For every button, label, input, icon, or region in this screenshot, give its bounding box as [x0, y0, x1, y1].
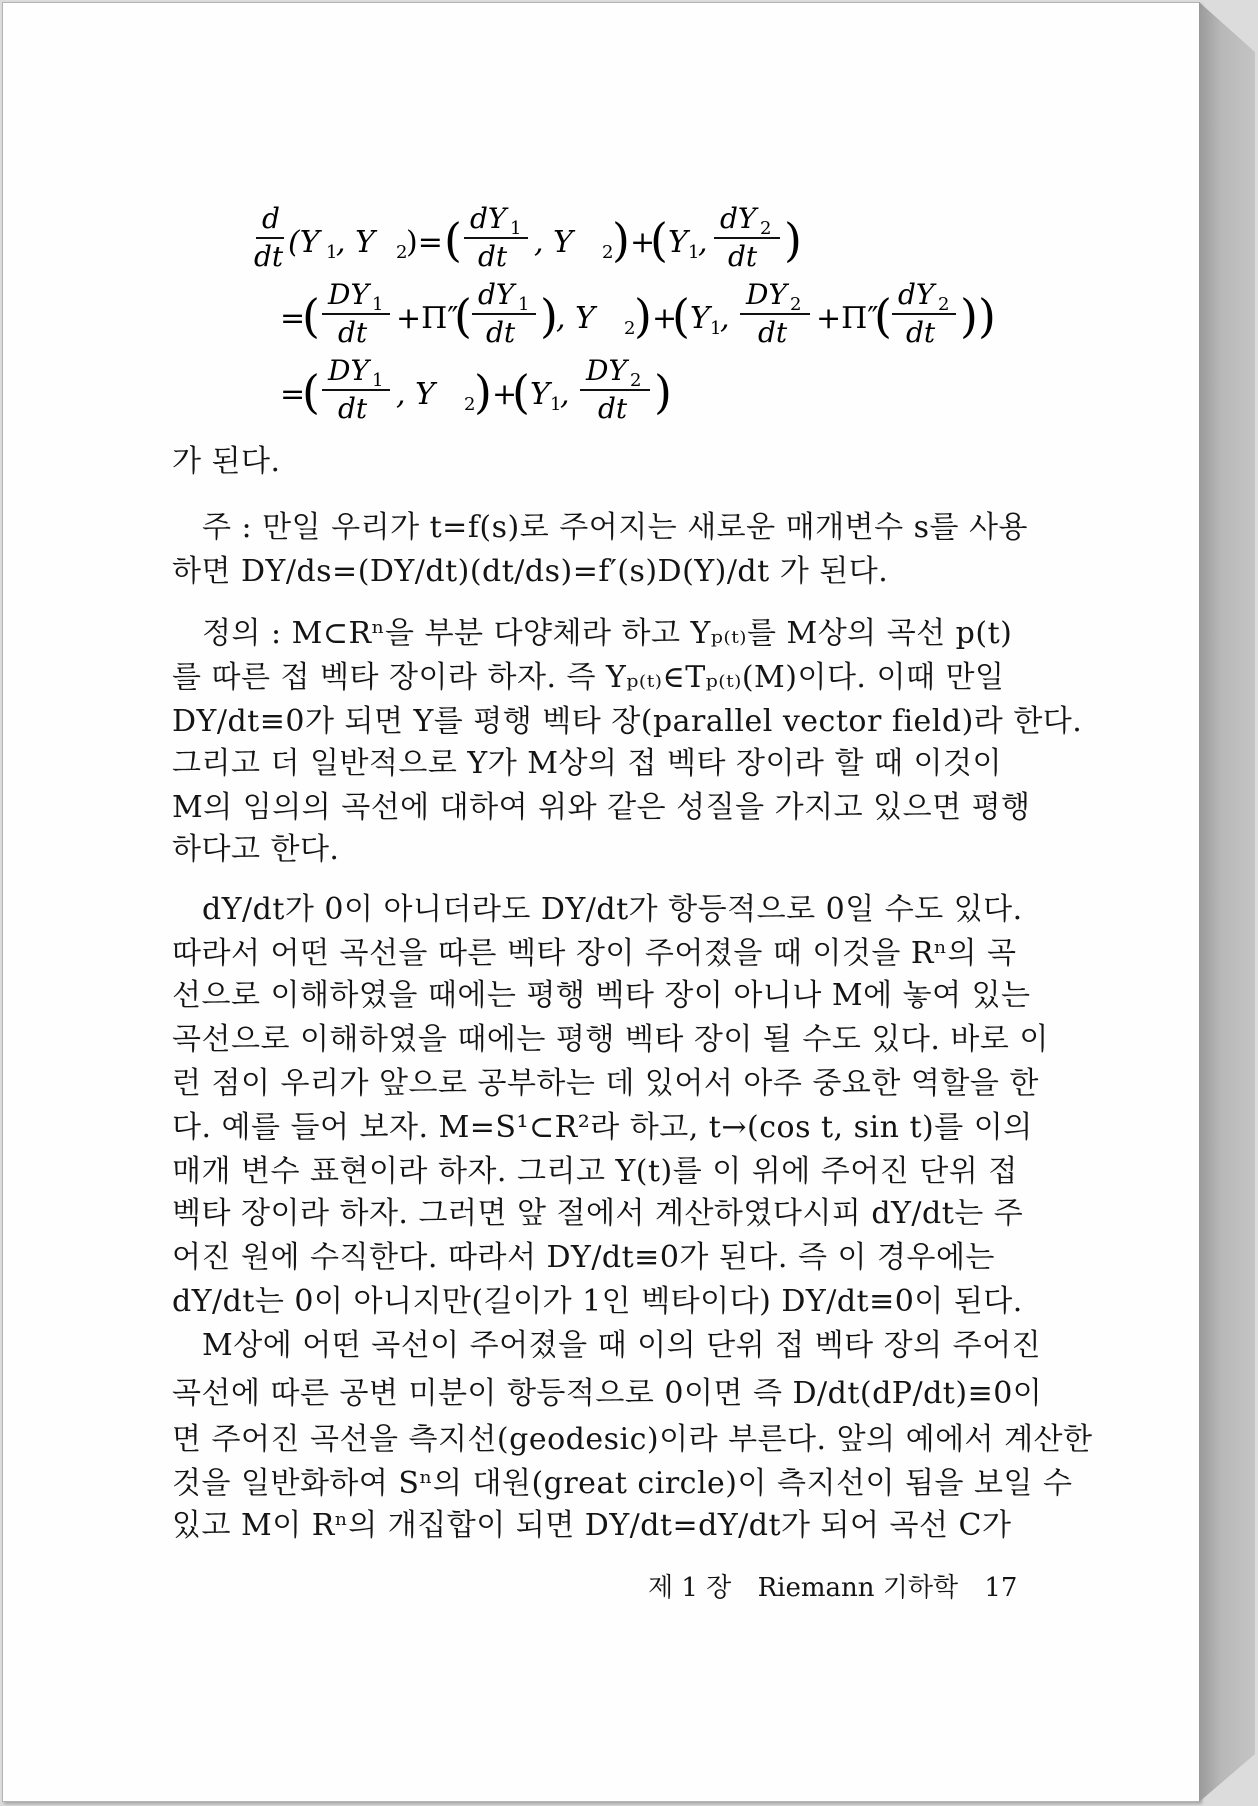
svg-text:dt: dt — [598, 392, 628, 425]
footer-chapter: 제 1 장 — [648, 1573, 732, 1603]
svg-text:(: ( — [302, 365, 320, 419]
svg-text:, Y: , Y — [336, 225, 375, 260]
footer-title: Riemann 기하학 — [757, 1573, 959, 1603]
svg-text:, Y: , Y — [556, 301, 595, 336]
text-line: 어진 원에 수직한다. 따라서 DY/dt≡0가 된다. 즉 이 경우에는 — [172, 1240, 995, 1275]
svg-text:): ) — [634, 289, 652, 343]
svg-text:dt: dt — [728, 240, 758, 273]
page-footer — [648, 1566, 1018, 1610]
book-edge — [1199, 2, 1255, 1802]
text-line: 매개 변수 표현이라 하자. 그리고 Y(t)를 이 위에 주어진 단위 접 — [172, 1154, 1018, 1189]
text-line: 하다고 한다. — [172, 832, 340, 867]
text-line: M상에 어떤 곡선이 주어졌을 때 이의 단위 접 벡타 장의 주어진 — [202, 1328, 1042, 1363]
text-line: 곡선에 따른 공변 미분이 항등적으로 0이면 즉 D/dt(dP/dt)≡0이 — [172, 1376, 1043, 1411]
svg-text:dY: dY — [470, 202, 507, 235]
svg-text:+Π″: +Π″ — [816, 301, 879, 336]
svg-text:2: 2 — [602, 242, 614, 263]
svg-text:): ) — [654, 365, 672, 419]
svg-text:(: ( — [454, 289, 472, 343]
svg-text:dt: dt — [906, 316, 936, 349]
svg-text:): ) — [612, 213, 630, 267]
svg-text:2: 2 — [396, 242, 408, 263]
svg-text:dt: dt — [254, 240, 284, 273]
text-line: 곡선으로 이해하였을 때에는 평행 벡타 장이 될 수도 있다. 바로 이 — [172, 1022, 1049, 1057]
svg-text:+: + — [630, 225, 656, 260]
svg-text:dt: dt — [486, 316, 516, 349]
svg-text:Y: Y — [668, 225, 688, 260]
svg-text:1: 1 — [510, 218, 522, 239]
equation-line-1 — [250, 202, 1010, 276]
svg-text:dY: dY — [720, 202, 757, 235]
svg-text:+Π″: +Π″ — [396, 301, 459, 336]
svg-text:DY: DY — [328, 354, 369, 387]
svg-text:2: 2 — [760, 218, 772, 239]
svg-text:dt: dt — [338, 392, 368, 425]
text-line: 다. 예를 들어 보자. M=S¹⊂R²라 하고, t→(cos t, sin t)를 이의 — [172, 1110, 1033, 1145]
svg-text:2: 2 — [938, 294, 950, 315]
svg-text:1: 1 — [372, 370, 384, 391]
svg-text:dY: dY — [898, 278, 935, 311]
svg-text:DY: DY — [328, 278, 369, 311]
text-line: dY/dt가 0이 아니더라도 DY/dt가 항등적으로 0일 수도 있다. — [202, 892, 1023, 927]
svg-text:Y: Y — [690, 301, 710, 336]
svg-text:): ) — [540, 289, 558, 343]
svg-text:)=: )= — [406, 225, 443, 260]
svg-text:+: + — [492, 377, 518, 412]
svg-text:Y: Y — [530, 377, 550, 412]
svg-text:DY: DY — [746, 278, 787, 311]
svg-text:dt: dt — [338, 316, 368, 349]
equation-line-2 — [250, 278, 1010, 352]
text-line: 주 : 만일 우리가 t=f(s)로 주어지는 새로운 매개변수 s를 사용 — [202, 510, 1029, 545]
svg-text:(: ( — [444, 213, 462, 267]
svg-text:,: , — [720, 301, 730, 336]
svg-text:1: 1 — [550, 394, 562, 415]
svg-text:d: d — [262, 202, 280, 235]
svg-text:,: , — [698, 225, 708, 260]
svg-text:,: , — [560, 377, 570, 412]
svg-text:1: 1 — [372, 294, 384, 315]
svg-text:+: + — [652, 301, 678, 336]
svg-text:dt: dt — [758, 316, 788, 349]
svg-text:(: ( — [672, 289, 690, 343]
equation-line-3 — [250, 354, 1010, 428]
svg-text:, Y: , Y — [534, 225, 573, 260]
svg-text:dt: dt — [478, 240, 508, 273]
svg-text:DY: DY — [586, 354, 627, 387]
svg-text:, Y: , Y — [396, 377, 435, 412]
text-line: dY/dt는 0이 아니지만(길이가 1인 벡타이다) DY/dt≡0이 된다. — [172, 1284, 1023, 1319]
svg-text:)): )) — [960, 289, 996, 343]
svg-text:(Y: (Y — [288, 225, 320, 260]
text-line: 를 따른 접 벡타 장이라 하자. 즉 Yₚ₍ₜ₎∈Tₚ₍ₜ₎(M)이다. 이때 만일 — [172, 660, 1005, 695]
text-line: M의 임의의 곡선에 대하여 위와 같은 성질을 가지고 있으면 평행 — [172, 790, 1031, 825]
svg-text:): ) — [784, 213, 802, 267]
text-line: 런 점이 우리가 앞으로 공부하는 데 있어서 아주 중요한 역할을 한 — [172, 1066, 1039, 1101]
text-line: 가 된다. — [172, 444, 281, 479]
text-line: 그리고 더 일반적으로 Y가 M상의 접 벡타 장이라 할 때 이것이 — [172, 746, 1002, 781]
text-line: 면 주어진 곡선을 측지선(geodesic)이라 부른다. 앞의 예에서 계산한 — [172, 1422, 1093, 1457]
svg-text:(: ( — [874, 289, 892, 343]
svg-text:1: 1 — [710, 318, 722, 339]
svg-text:1: 1 — [688, 242, 700, 263]
svg-text:dY: dY — [478, 278, 515, 311]
svg-text:1: 1 — [326, 242, 338, 263]
svg-text:=: = — [280, 377, 306, 412]
svg-text:=: = — [280, 301, 306, 336]
svg-text:(: ( — [302, 289, 320, 343]
page-number: 17 — [984, 1573, 1018, 1603]
text-line: 따라서 어떤 곡선을 따른 벡타 장이 주어졌을 때 이것을 Rⁿ의 곡 — [172, 936, 1017, 971]
svg-text:2: 2 — [624, 318, 636, 339]
text-line: 하면 DY/ds=(DY/dt)(dt/ds)=f′(s)D(Y)/dt 가 된다. — [172, 554, 889, 589]
svg-text:2: 2 — [464, 394, 476, 415]
svg-text:): ) — [474, 365, 492, 419]
svg-text:2: 2 — [630, 370, 642, 391]
text-line: 벡타 장이라 하자. 그러면 앞 절에서 계산하였다시피 dY/dt는 주 — [172, 1196, 1024, 1231]
text-line: 정의 : M⊂Rⁿ을 부분 다양체라 하고 Yₚ₍ₜ₎를 M상의 곡선 p(t) — [202, 616, 1013, 651]
svg-text:(: ( — [650, 213, 668, 267]
text-line: 선으로 이해하였을 때에는 평행 벡타 장이 아니나 M에 놓여 있는 — [172, 978, 1031, 1013]
text-line: 것을 일반화하여 Sⁿ의 대원(great circle)이 측지선이 됨을 보일 수 — [172, 1466, 1073, 1501]
text-line: DY/dt≡0가 되면 Y를 평행 벡타 장(parallel vector field)라 한다. — [172, 704, 1083, 739]
svg-text:2: 2 — [790, 294, 802, 315]
svg-text:(: ( — [512, 365, 530, 419]
svg-text:1: 1 — [518, 294, 530, 315]
text-line: 있고 M이 Rⁿ의 개집합이 되면 DY/dt=dY/dt가 되어 곡선 C가 — [172, 1508, 1012, 1543]
